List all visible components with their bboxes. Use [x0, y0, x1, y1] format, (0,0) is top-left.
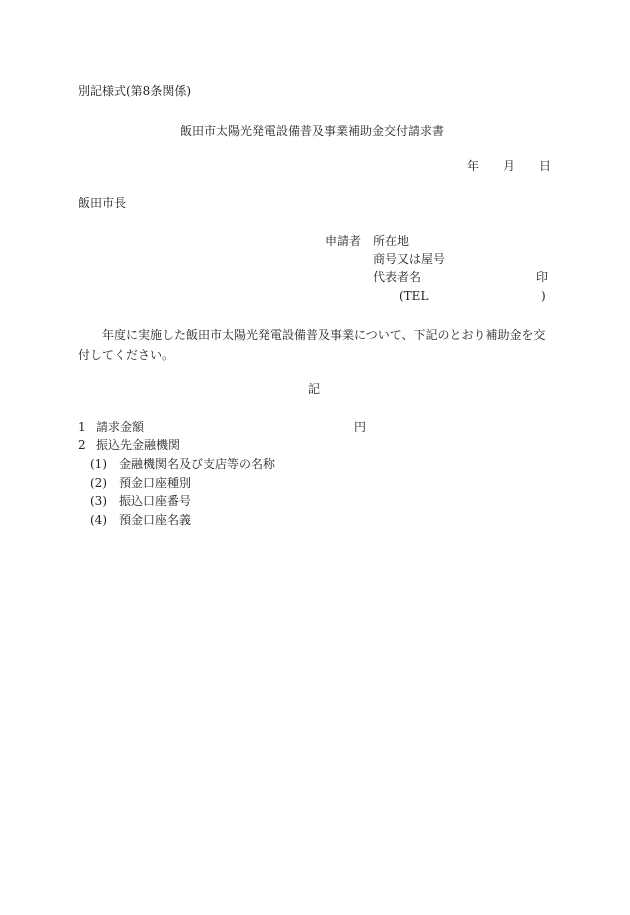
applicant-label: 申請者	[325, 234, 362, 248]
subitem-account-type-label: 預金口座種別	[119, 476, 192, 490]
form-number: 別記様式(第8条関係)	[78, 84, 191, 98]
yen-unit: 円	[354, 420, 367, 434]
subitem-number: (1)	[90, 457, 107, 471]
document-title: 飯田市太陽光発電設備普及事業補助金交付請求書	[180, 124, 445, 138]
applicant-company-label: 商号又は屋号	[373, 252, 446, 266]
item-request-amount-label: 請求金額	[96, 420, 145, 434]
subitem-number: (3)	[90, 494, 107, 508]
subitem-number: (2)	[90, 476, 107, 490]
request-body-text: 年度に実施した飯田市太陽光発電設備普及事業について、下記のとおり補助金を交付してください。	[78, 328, 546, 362]
subitem-bank-name-label: 金融機関名及び支店等の名称	[119, 457, 276, 471]
date-day-label: 日	[539, 159, 552, 173]
addressee: 飯田市長	[78, 196, 127, 210]
tel-label: (TEL	[399, 289, 429, 303]
subitem-account-number-label: 振込口座番号	[119, 494, 192, 508]
date-year-label: 年	[467, 159, 480, 173]
applicant-address-label: 所在地	[373, 234, 410, 248]
applicant-representative-label: 代表者名	[373, 270, 422, 284]
subitem-account-holder-label: 預金口座名義	[119, 513, 192, 527]
date-month-label: 月	[503, 159, 516, 173]
item-number: 1	[78, 420, 86, 434]
tel-close-paren: )	[541, 289, 546, 303]
item-number: 2	[78, 438, 86, 452]
seal-mark: 印	[536, 270, 549, 284]
ki-heading: 記	[308, 382, 321, 396]
item-bank-label: 振込先金融機関	[96, 438, 181, 452]
subitem-number: (4)	[90, 513, 107, 527]
